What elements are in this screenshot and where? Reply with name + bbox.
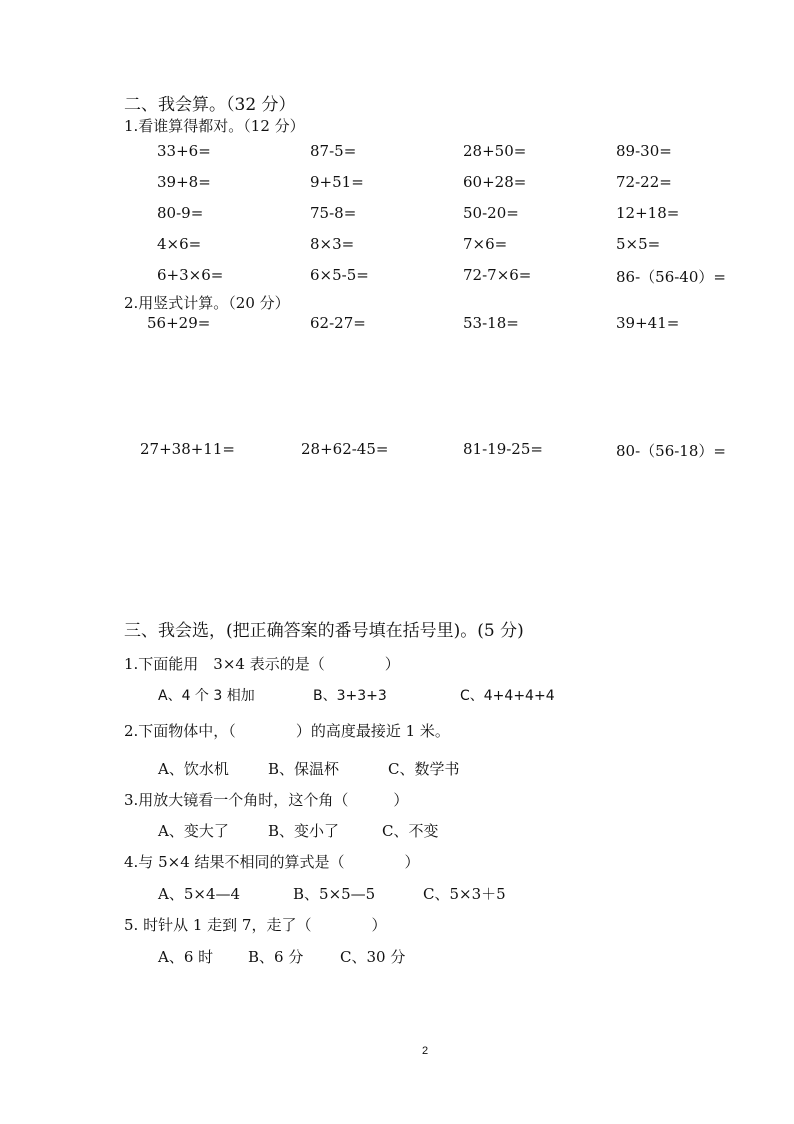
problem: 80-9= bbox=[157, 204, 204, 222]
problem: 89-30= bbox=[616, 142, 672, 160]
vertical-problem: 28+62-45= bbox=[301, 440, 389, 458]
problem: 33+6= bbox=[157, 142, 211, 160]
problem: 39+8= bbox=[157, 173, 211, 191]
section3-heading: 三、我会选，(把正确答案的番号填在括号里)。(5 分) bbox=[124, 621, 524, 641]
question-1-stem: 1.下面能用 3×4 表示的是（ ） bbox=[124, 655, 400, 673]
question-5-stem: 5. 时针从 1 走到 7，走了（ ） bbox=[124, 916, 387, 934]
problem: 28+50= bbox=[463, 142, 527, 160]
problem: 86-（56-40）= bbox=[616, 268, 726, 286]
vertical-problem: 62-27= bbox=[310, 314, 366, 332]
vertical-problem: 80-（56-18）= bbox=[616, 442, 726, 460]
question-4-option-a: A、5×4—4 bbox=[158, 885, 241, 903]
page-number: 2 bbox=[422, 1045, 429, 1057]
problem: 72-22= bbox=[616, 173, 672, 191]
question-1-option-c: C、4+4+4+4 bbox=[460, 688, 555, 704]
vertical-problem: 81-19-25= bbox=[463, 440, 543, 458]
problem: 72-7×6= bbox=[463, 266, 532, 284]
problem: 4×6= bbox=[157, 235, 202, 253]
part1-title: 1.看谁算得都对。（12 分） bbox=[124, 117, 305, 135]
question-4-stem: 4.与 5×4 结果不相同的算式是（ ） bbox=[124, 853, 420, 871]
vertical-problem: 39+41= bbox=[616, 314, 680, 332]
problem: 5×5= bbox=[616, 235, 661, 253]
vertical-problem: 56+29= bbox=[147, 314, 211, 332]
question-5-option-a: A、6 时 bbox=[158, 948, 214, 966]
vertical-problem: 27+38+11= bbox=[140, 440, 235, 458]
question-3-option-a: A、变大了 bbox=[158, 822, 229, 840]
problem: 60+28= bbox=[463, 173, 527, 191]
problem: 50-20= bbox=[463, 204, 519, 222]
problem: 6+3×6= bbox=[157, 266, 224, 284]
part2-title: 2.用竖式计算。（20 分） bbox=[124, 294, 290, 312]
question-4-option-c: C、5×3＋5 bbox=[423, 885, 506, 903]
problem: 75-8= bbox=[310, 204, 357, 222]
problem: 9+51= bbox=[310, 173, 364, 191]
question-5-option-b: B、6 分 bbox=[248, 948, 304, 966]
section2-heading: 二、我会算。（32 分） bbox=[124, 95, 296, 115]
question-3-option-b: B、变小了 bbox=[268, 822, 340, 840]
problem: 87-5= bbox=[310, 142, 357, 160]
vertical-problem: 53-18= bbox=[463, 314, 519, 332]
question-3-option-c: C、不变 bbox=[382, 822, 439, 840]
question-3-stem: 3.用放大镜看一个角时，这个角（ ） bbox=[124, 791, 409, 809]
problem: 8×3= bbox=[310, 235, 355, 253]
question-2-option-b: B、保温杯 bbox=[268, 760, 340, 778]
question-1-option-a: A、4 个 3 相加 bbox=[158, 688, 255, 704]
problem: 6×5-5= bbox=[310, 266, 369, 284]
problem: 7×6= bbox=[463, 235, 508, 253]
question-1-option-b: B、3+3+3 bbox=[313, 688, 387, 704]
question-5-option-c: C、30 分 bbox=[340, 948, 406, 966]
problem: 12+18= bbox=[616, 204, 680, 222]
question-4-option-b: B、5×5—5 bbox=[293, 885, 376, 903]
question-2-stem: 2.下面物体中，（ ）的高度最接近 1 米。 bbox=[124, 722, 450, 740]
question-2-option-c: C、数学书 bbox=[388, 760, 460, 778]
question-2-option-a: A、饮水机 bbox=[158, 760, 229, 778]
